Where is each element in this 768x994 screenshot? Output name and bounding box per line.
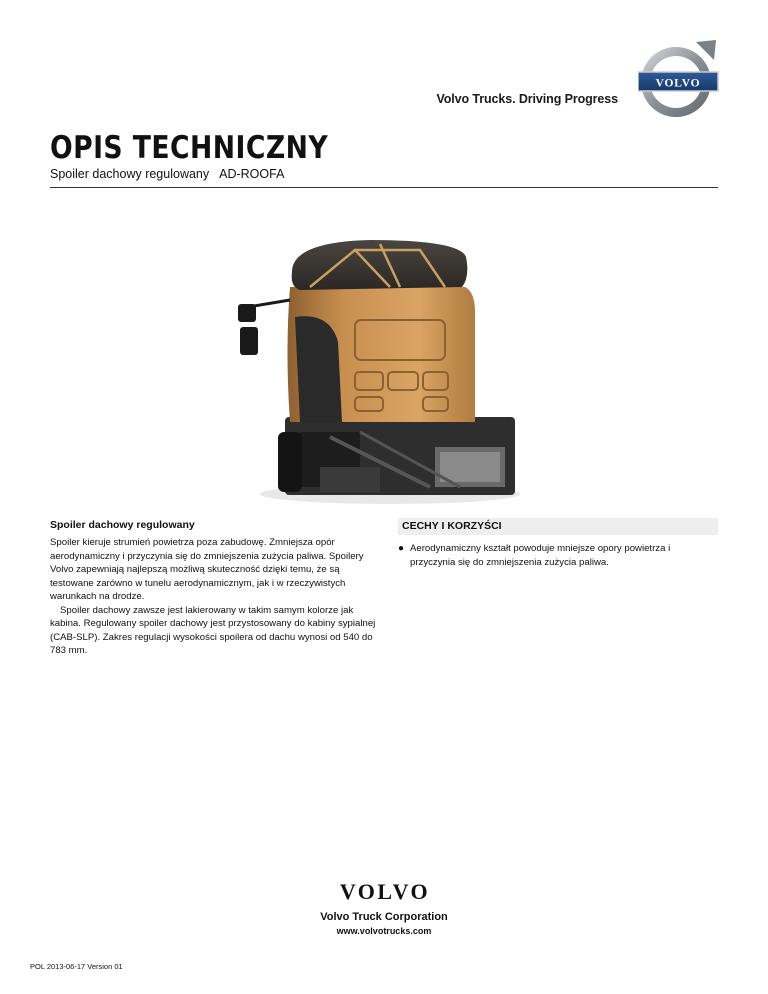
section-paragraph: Spoiler kieruje strumień powietrza poza zabudowę. Zmniejsza opór aerodynamiczny i przyczynia się do zmniejszenia zużycia paliwa. Spoilery Volvo zapewniają najlepszą możliwą skuteczność dzięki temu, że są testowane zarówno w tunelu aerodynamicznym, jak i w rzeczywistych warunkach na drodze. <box>50 537 364 602</box>
section-paragraph: Spoiler dachowy zawsze jest lakierowany w takim samym kolorze jak kabina. Regulowany spoiler dachowy jest przystosowany do kabiny sypialnej (CAB-SLP). Zakres regulacji wysokości spoilera od dachu wynosi od 540 do 783 mm. <box>50 604 376 656</box>
title-divider <box>50 187 718 188</box>
website-link[interactable]: www.volvotrucks.com <box>336 926 432 936</box>
volvo-logo-icon <box>638 38 720 120</box>
truck-cab-roof-spoiler-image <box>230 232 520 507</box>
features-header-bar <box>398 518 718 535</box>
corporation-name: Volvo Truck Corporation <box>320 911 448 923</box>
page-subtitle <box>50 167 284 181</box>
features-list <box>398 542 718 569</box>
feature-text: Aerodynamiczny kształt powoduje mniejsze opory powietrza i przyczynia się do zmniejszenia zużycia paliwa. <box>410 543 671 568</box>
wordmark-text: VOLVO <box>339 880 431 902</box>
list-item <box>398 542 718 569</box>
tagline: Volvo Trucks. Driving Progress <box>436 92 618 106</box>
volvo-wordmark <box>310 880 460 902</box>
page-title: OPIS TECHNICZNY <box>50 130 329 166</box>
product-name: Spoiler dachowy regulowany <box>50 167 210 181</box>
bullet-icon: ● <box>398 543 405 554</box>
document-version: POL 2013-06-17 Version 01 <box>30 962 123 971</box>
product-code: AD-ROOFA <box>219 167 285 181</box>
section-heading: Spoiler dachowy regulowany <box>50 519 195 531</box>
logo-text: VOLVO <box>655 77 701 90</box>
features-heading: CECHY I KORZYŚCI <box>402 520 502 532</box>
section-body <box>50 536 380 658</box>
